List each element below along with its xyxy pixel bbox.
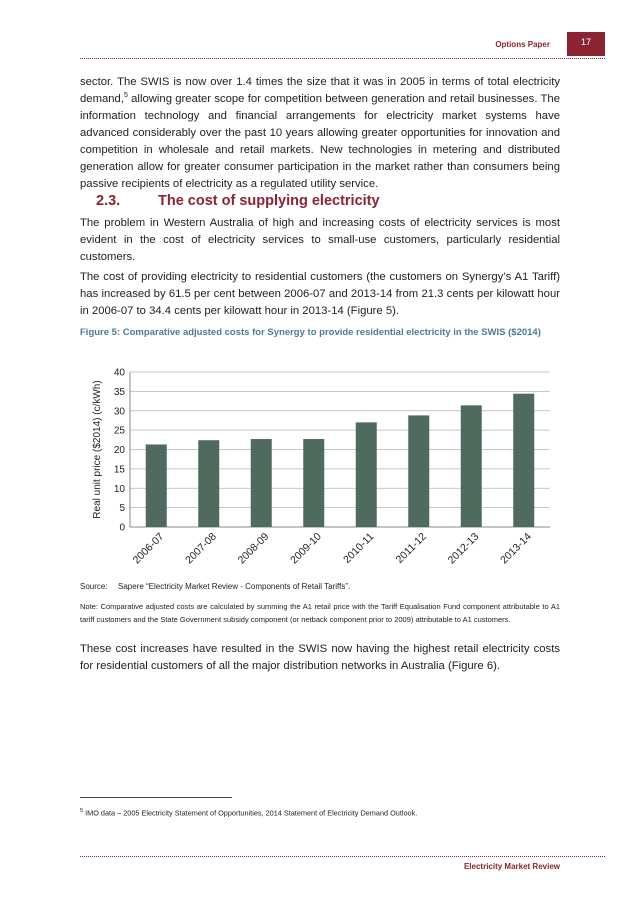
source-text: Sapere “Electricity Market Review - Components of Retail Tariffs”. [118,582,351,591]
y-tick-label: 0 [119,522,125,534]
footnote-divider [80,797,232,798]
section-number: 2.3. [96,193,121,209]
section-title: The cost of supplying electricity [158,193,380,209]
bar-2010-11[interactable] [356,422,377,527]
footnote [80,808,417,817]
x-tick-label: 2008-09 [235,530,272,567]
footer-title: Electricity Market Review [463,862,560,871]
bar-2011-12[interactable] [408,415,429,527]
x-tick-label: 2010-11 [341,530,377,566]
source-label: Source: [80,582,108,591]
bar-2013-14[interactable] [513,394,534,527]
body-paragraph-3: The cost of providing electricity to residential customers (the customers on Synergy’s A1 Tariff) has increased by 61.5 per cent between 2006-07 and 2013-14 from 21.3 cents per kilowatt hour in 2006-07 to 34.4 cents per kilowatt hour in 2013-14 (Figure 5). [80,271,560,317]
page-number: 17 [567,32,605,56]
x-tick-label: 2013-14 [498,530,534,567]
bar-2009-10[interactable] [303,439,324,527]
y-tick-label: 25 [113,425,125,437]
figure-note: Note: Comparative adjusted costs are calculated by summing the A1 retail price with the Tariff Equalisation Fund component attributable to A1 tariff customers and the State Government subsidy component (or netback component prior to 2009) attributable to A1 customers. [80,602,560,624]
body-paragraph-2: The problem in Western Australia of high and increasing costs of electricity services is most evident in the cost of electricity services to small-use customers, particularly residential customers. [80,217,560,263]
y-tick-label: 40 [113,367,125,379]
footnote-ref[interactable]: 5 [123,92,128,100]
bar-2006-07[interactable] [146,444,167,527]
x-tick-label: 2011-12 [393,530,429,566]
x-tick-label: 2006-07 [130,530,167,567]
bar-chart [80,360,560,575]
para1-cont-text: allowing greater scope for competition between generation and retail businesses. The information technology and financial arrangements for electricity market systems have advanced considerably over the past 10 years allowing greater opportunities for innovation and competition in wholesale and retail markets. New technologies in metering and distributed generation allow for greater consumer participation in the market rather than consumers being passive recipients of electricity as a regulated utility service. [80,93,560,190]
x-tick-label: 2012-13 [445,530,482,567]
bar-2008-09[interactable] [251,439,272,527]
y-tick-label: 5 [119,503,125,515]
bar-2007-08[interactable] [198,440,219,527]
y-tick-label: 10 [113,483,125,495]
y-tick-label: 15 [113,464,125,476]
x-tick-label: 2009-10 [288,530,324,567]
footnote-number: 5 [80,808,84,814]
body-paragraph-1 [80,74,560,193]
section-heading [96,193,380,209]
figure-source [80,582,350,591]
chart-svg [80,360,560,575]
footnote-text: IMO data – 2005 Electricity Statement of Opportunities, 2014 Statement of Electricity Demand Outlook. [83,808,418,818]
bar-2012-13[interactable] [461,405,482,527]
header-title: Options Paper [495,40,550,49]
para1-text: sector. The SWIS is now over 1.4 times the size that it was in 2005 in terms of total electricity demand, [80,76,560,105]
x-tick-label: 2007-08 [183,530,219,567]
body-paragraph-4: These cost increases have resulted in the SWIS now having the highest retail electricity costs for residential customers of all the major distribution networks in Australia (Figure 6). [80,643,560,672]
y-tick-label: 30 [113,406,125,418]
y-tick-label: 20 [113,445,125,456]
header-divider [80,58,605,59]
figure-caption: Figure 5: Comparative adjusted costs for Synergy to provide residential electricity in the SWIS ($2014) [80,327,541,338]
y-tick-label: 35 [113,386,125,398]
footer-divider [80,856,605,857]
y-axis-label: Real unit price ($2014) (c/kWh) [92,380,103,519]
